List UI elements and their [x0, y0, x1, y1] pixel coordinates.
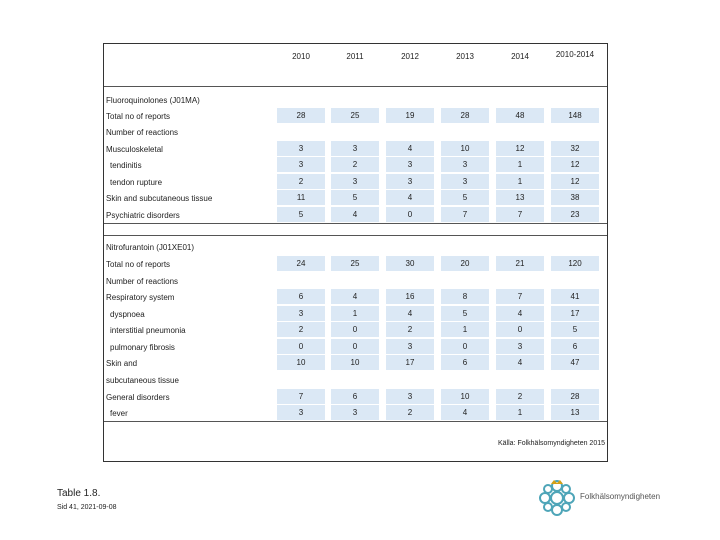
folkhalsomyndigheten-logo-icon	[537, 478, 577, 518]
value-cell: 41	[551, 289, 599, 304]
value-cell: 10	[441, 141, 489, 156]
value-cell: 12	[496, 141, 544, 156]
value-cell: 5	[331, 190, 379, 205]
value-cell: 32	[551, 141, 599, 156]
row-label: interstitial pneumonia	[110, 326, 186, 335]
value-cell: 10	[331, 355, 379, 370]
value-cell: 3	[277, 141, 325, 156]
value-cell: 4	[331, 207, 379, 222]
value-cell: 28	[277, 108, 325, 123]
value-cell: 0	[277, 339, 325, 354]
year-header: 2012	[401, 52, 419, 61]
value-cell: 4	[496, 306, 544, 321]
row-label: Musculoskeletal	[106, 145, 163, 154]
brand-name: Folkhälsomyndigheten	[580, 492, 661, 501]
page-date: Sid 41, 2021-09-08	[57, 504, 117, 511]
divider	[104, 86, 607, 87]
row-label: subcutaneous tissue	[106, 376, 179, 385]
row-label: Skin and subcutaneous tissue	[106, 194, 213, 203]
value-cell: 13	[496, 190, 544, 205]
year-header: 2010	[292, 52, 310, 61]
value-cell: 20	[441, 256, 489, 271]
value-cell: 120	[551, 256, 599, 271]
value-cell: 30	[386, 256, 434, 271]
divider	[104, 223, 607, 224]
value-cell: 0	[496, 322, 544, 337]
value-cell: 7	[496, 289, 544, 304]
value-cell: 6	[277, 289, 325, 304]
value-cell: 3	[331, 174, 379, 189]
row-label: Number of reactions	[106, 277, 179, 286]
value-cell: 25	[331, 108, 379, 123]
value-cell: 4	[386, 190, 434, 205]
value-cell: 3	[277, 405, 325, 420]
value-cell: 5	[551, 322, 599, 337]
row-label: Skin and	[106, 359, 138, 368]
value-cell: 11	[277, 190, 325, 205]
value-cell: 2	[496, 389, 544, 404]
table-caption: Table 1.8.	[57, 488, 101, 499]
value-cell: 3	[441, 174, 489, 189]
value-cell: 10	[441, 389, 489, 404]
value-cell: 4	[331, 289, 379, 304]
value-cell: 7	[496, 207, 544, 222]
value-cell: 1	[496, 405, 544, 420]
value-cell: 148	[551, 108, 599, 123]
value-cell: 28	[441, 108, 489, 123]
value-cell: 24	[277, 256, 325, 271]
row-label: Total no of reports	[106, 112, 171, 121]
value-cell: 1	[331, 306, 379, 321]
value-cell: 7	[441, 207, 489, 222]
value-cell: 3	[441, 157, 489, 172]
value-cell: 5	[441, 190, 489, 205]
year-header: 2011	[346, 52, 364, 61]
value-cell: 4	[441, 405, 489, 420]
section-title: Nitrofurantoin (J01XE01)	[106, 243, 195, 252]
value-cell: 5	[441, 306, 489, 321]
value-cell: 0	[386, 207, 434, 222]
section-title: Fluoroquinolones (J01MA)	[106, 96, 200, 105]
value-cell: 3	[386, 339, 434, 354]
value-cell: 47	[551, 355, 599, 370]
value-cell: 16	[386, 289, 434, 304]
row-label: Total no of reports	[106, 260, 171, 269]
value-cell: 8	[441, 289, 489, 304]
value-cell: 17	[551, 306, 599, 321]
value-cell: 4	[386, 141, 434, 156]
value-cell: 7	[277, 389, 325, 404]
value-cell: 28	[551, 389, 599, 404]
value-cell: 10	[277, 355, 325, 370]
value-cell: 23	[551, 207, 599, 222]
source-note: Källa: Folkhälsomyndigheten 2015	[497, 440, 605, 447]
year-header: 2014	[511, 52, 529, 61]
value-cell: 3	[386, 174, 434, 189]
value-cell: 21	[496, 256, 544, 271]
value-cell: 5	[277, 207, 325, 222]
year-header: 2013	[456, 52, 474, 61]
row-label: fever	[110, 409, 128, 418]
value-cell: 25	[331, 256, 379, 271]
year-header-total: 2010-2014	[555, 50, 595, 59]
value-cell: 0	[331, 322, 379, 337]
row-label: tendinitis	[110, 161, 142, 170]
value-cell: 6	[331, 389, 379, 404]
value-cell: 3	[386, 389, 434, 404]
value-cell: 6	[441, 355, 489, 370]
value-cell: 38	[551, 190, 599, 205]
value-cell: 2	[386, 322, 434, 337]
value-cell: 2	[277, 174, 325, 189]
value-cell: 3	[331, 405, 379, 420]
value-cell: 2	[331, 157, 379, 172]
row-label: pulmonary fibrosis	[110, 343, 175, 352]
value-cell: 12	[551, 174, 599, 189]
value-cell: 6	[551, 339, 599, 354]
divider	[104, 421, 607, 422]
row-label: Respiratory system	[106, 293, 175, 302]
row-label: dyspnoea	[110, 310, 145, 319]
value-cell: 2	[277, 322, 325, 337]
row-label: Psychiatric disorders	[106, 211, 180, 220]
value-cell: 3	[496, 339, 544, 354]
value-cell: 4	[496, 355, 544, 370]
row-label: tendon rupture	[110, 178, 163, 187]
value-cell: 19	[386, 108, 434, 123]
value-cell: 17	[386, 355, 434, 370]
value-cell: 3	[277, 306, 325, 321]
value-cell: 12	[551, 157, 599, 172]
value-cell: 13	[551, 405, 599, 420]
value-cell: 48	[496, 108, 544, 123]
value-cell: 3	[331, 141, 379, 156]
value-cell: 2	[386, 405, 434, 420]
value-cell: 1	[441, 322, 489, 337]
value-cell: 3	[277, 157, 325, 172]
value-cell: 1	[496, 157, 544, 172]
value-cell: 0	[331, 339, 379, 354]
row-label: General disorders	[106, 393, 170, 402]
row-label: Number of reactions	[106, 128, 179, 137]
divider	[104, 235, 607, 236]
value-cell: 4	[386, 306, 434, 321]
value-cell: 3	[386, 157, 434, 172]
value-cell: 1	[496, 174, 544, 189]
value-cell: 0	[441, 339, 489, 354]
